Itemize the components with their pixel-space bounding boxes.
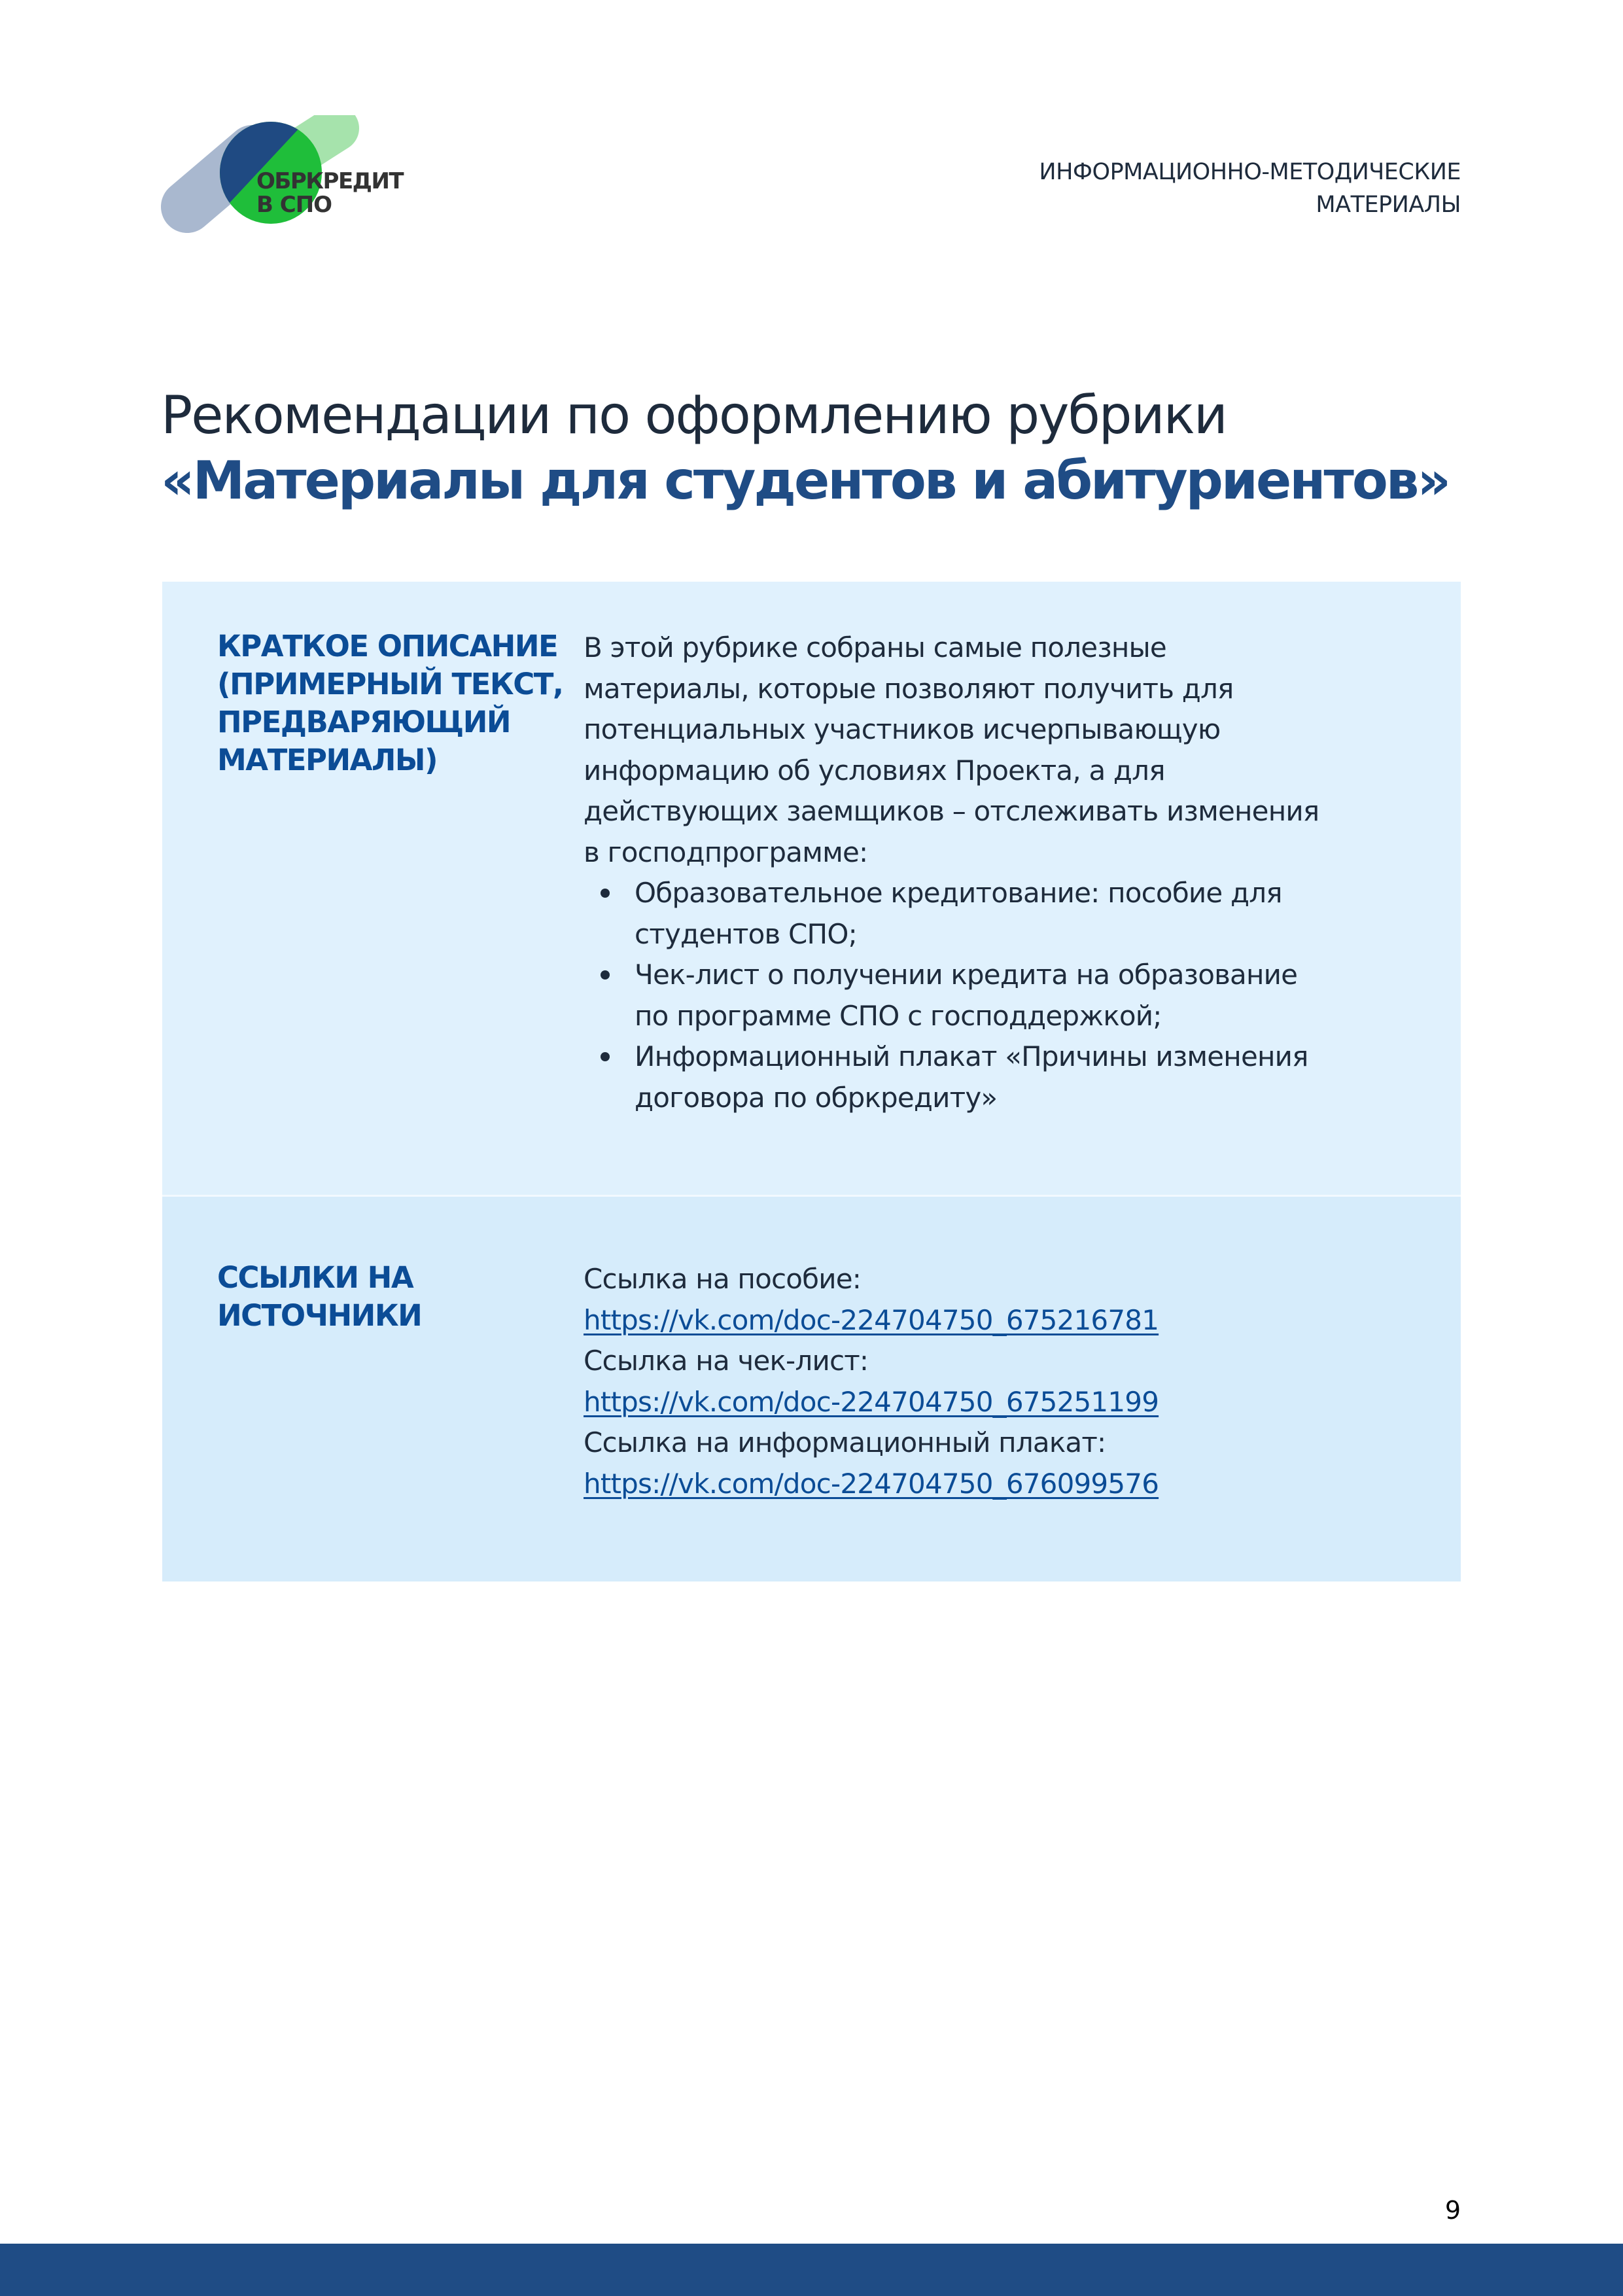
list-item-line: студентов СПО; (635, 917, 857, 950)
row-label-line: ССЫЛКИ НА (217, 1260, 413, 1295)
list-item-line: договора по обркредиту» (635, 1081, 998, 1114)
row-content-description (574, 627, 1369, 1195)
materials-list (584, 873, 1369, 1118)
description-paragraph (584, 627, 1369, 873)
table-row-links (162, 1197, 1461, 1581)
row-label-line: ПРЕДВАРЯЮЩИЙ (217, 705, 511, 739)
link-label-checklist: Ссылка на чек-лист: (584, 1345, 869, 1377)
bullet-icon (601, 889, 610, 898)
link-checklist[interactable]: https://vk.com/doc-224704750_675251199 (584, 1385, 1159, 1418)
paragraph-line: в господпрограмме: (584, 836, 868, 868)
list-item-line: Чек-лист о получении кредита на образование (635, 959, 1298, 991)
bullet-icon (601, 1052, 610, 1061)
footer-band (0, 2244, 1623, 2296)
header-caption (964, 156, 1461, 221)
row-label-line: (ПРИМЕРНЫЙ ТЕКСТ, (217, 667, 563, 701)
table-row-description (162, 582, 1461, 1197)
bullet-icon (601, 970, 610, 980)
link-poster[interactable]: https://vk.com/doc-224704750_676099576 (584, 1467, 1159, 1500)
link-label-guide: Ссылка на пособие: (584, 1263, 862, 1295)
page-title-line1: Рекомендации по оформлению рубрики (161, 385, 1227, 446)
paragraph-line: материалы, которые позволяют получить для (584, 672, 1234, 705)
list-item-line: Образовательное кредитование: пособие для (635, 877, 1282, 909)
header-caption-line1: ИНФОРМАЦИОННО-МЕТОДИЧЕСКИЕ (1039, 159, 1461, 185)
list-item (584, 873, 1369, 955)
list-item-line: по программе СПО с господдержкой; (635, 999, 1162, 1032)
row-label-line: КРАТКОЕ ОПИСАНИЕ (217, 629, 558, 663)
link-guide[interactable]: https://vk.com/doc-224704750_675216781 (584, 1303, 1159, 1336)
list-item (584, 1036, 1369, 1118)
info-table (162, 582, 1461, 1581)
paragraph-line: информацию об условиях Проекта, а для (584, 754, 1165, 786)
logo-graphic (161, 115, 410, 233)
logo-text-line2: В СПО (256, 192, 332, 218)
brand-logo (161, 115, 410, 233)
page-number: 9 (1444, 2196, 1461, 2225)
paragraph-line: действующих заемщиков – отслеживать изменения (584, 795, 1319, 827)
page-title (161, 383, 1469, 514)
list-item (584, 955, 1369, 1036)
paragraph-line: В этой рубрике собраны самые полезные (584, 631, 1166, 663)
list-item-line: Информационный плакат «Причины изменения (635, 1040, 1308, 1072)
row-label-description (162, 627, 574, 1195)
row-label-links (162, 1259, 574, 1581)
row-content-links (574, 1259, 1369, 1581)
header-caption-line2: МАТЕРИАЛЫ (1316, 192, 1461, 218)
link-label-poster: Ссылка на информационный плакат: (584, 1426, 1106, 1458)
paragraph-line: потенциальных участников исчерпывающую (584, 713, 1221, 745)
logo-text-line1: ОБРКРЕДИТ (256, 168, 404, 194)
row-label-line: ИСТОЧНИКИ (217, 1298, 422, 1333)
page-title-line2: «Материалы для студентов и абитуриентов» (161, 450, 1450, 511)
row-label-line: МАТЕРИАЛЫ) (217, 743, 438, 777)
